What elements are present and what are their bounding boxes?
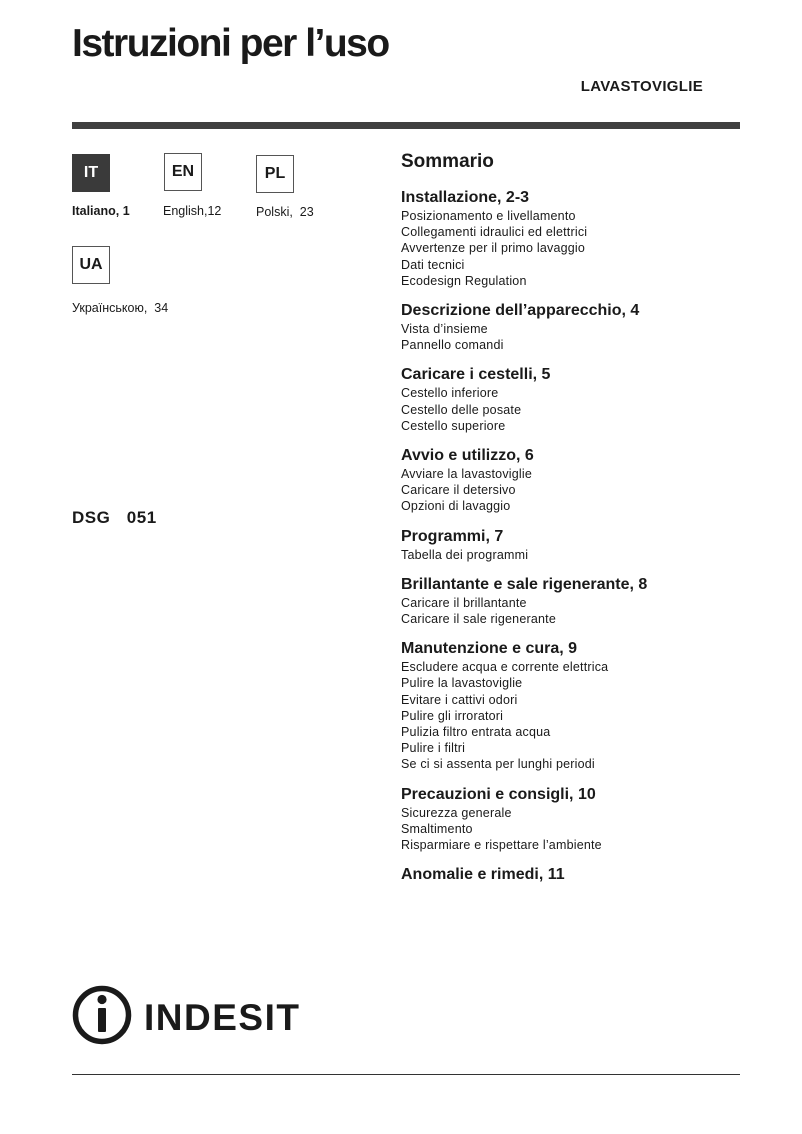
toc-item[interactable]: Vista d’insieme [401, 322, 488, 337]
model-number: DSG 051 [72, 508, 157, 527]
toc-section-title[interactable]: Descrizione dell’apparecchio, 4 [401, 302, 640, 320]
toc-item[interactable]: Avviare la lavastoviglie [401, 467, 533, 482]
table-of-contents [401, 151, 741, 896]
language-tab-en[interactable]: EN [164, 153, 202, 191]
toc-section [401, 365, 741, 434]
toc-item[interactable]: Pulire i filtri [401, 741, 466, 756]
toc-item[interactable]: Pulire gli irroratori [401, 708, 504, 723]
toc-section [401, 446, 741, 515]
info-circle-icon [76, 989, 129, 1042]
toc-item[interactable]: Escludere acqua e corrente elettrica [401, 660, 609, 675]
toc-section [401, 188, 741, 289]
toc-item[interactable]: Posizionamento e livellamento [401, 209, 576, 223]
toc-item[interactable]: Collegamenti idraulici ed elettrici [401, 225, 588, 240]
toc-item[interactable]: Cestello inferiore [401, 386, 499, 401]
toc-item[interactable]: Evitare i cattivi odori [401, 692, 518, 707]
toc-section-title[interactable]: Anomalie e rimedi, 11 [401, 866, 565, 884]
toc-item[interactable]: Sicurezza generale [401, 805, 512, 820]
language-tab-pl[interactable]: PL [256, 155, 294, 193]
language-caption-it: Italiano, 1 [72, 204, 130, 218]
toc-section-title[interactable]: Brillantante e sale rigenerante, 8 [401, 575, 648, 593]
toc-heading: Sommario [401, 151, 494, 172]
language-tab-it[interactable]: IT [72, 154, 110, 192]
toc-sections [401, 188, 741, 884]
toc-item[interactable]: Cestello delle posate [401, 402, 522, 417]
toc-item[interactable]: Risparmiare e rispettare l’ambiente [401, 838, 602, 853]
indesit-logo [72, 983, 312, 1047]
toc-item[interactable]: Caricare il brillantante [401, 595, 527, 610]
toc-section [401, 639, 741, 772]
toc-section-title[interactable]: Installazione, 2-3 [401, 189, 530, 206]
header-divider [72, 122, 740, 129]
language-caption-ua: Українською, 34 [72, 301, 169, 315]
toc-section [401, 301, 741, 353]
toc-section-title[interactable]: Manutenzione e cura, 9 [401, 640, 578, 658]
toc-item[interactable]: Cestello superiore [401, 418, 506, 433]
product-category: LAVASTOVIGLIE [580, 78, 703, 95]
footer-divider [72, 1074, 740, 1075]
toc-item[interactable]: Avvertenze per il primo lavaggio [401, 241, 586, 256]
toc-item[interactable]: Pulizia filtro entrata acqua [401, 725, 551, 740]
toc-item[interactable]: Dati tecnici [401, 257, 465, 272]
toc-section [401, 865, 741, 884]
toc-item[interactable]: Opzioni di lavaggio [401, 499, 511, 514]
toc-item[interactable]: Pulire la lavastoviglie [401, 676, 523, 691]
language-tab-ua[interactable]: UA [72, 246, 110, 284]
language-caption-pl: Polski, 23 [256, 205, 314, 219]
toc-section [401, 785, 741, 854]
page-title: Istruzioni per l’uso [72, 22, 389, 65]
toc-section-title[interactable]: Caricare i cestelli, 5 [401, 366, 551, 384]
toc-section-title[interactable]: Avvio e utilizzo, 6 [401, 447, 534, 465]
language-caption-en: English,12 [163, 204, 222, 218]
toc-item[interactable]: Ecodesign Regulation [401, 273, 527, 288]
toc-item[interactable]: Pannello comandi [401, 338, 504, 353]
toc-item[interactable]: Tabella dei programmi [401, 547, 529, 562]
toc-section-title[interactable]: Precauzioni e consigli, 10 [401, 785, 596, 803]
toc-section [401, 527, 741, 563]
toc-section-title[interactable]: Programmi, 7 [401, 527, 504, 545]
toc-item[interactable]: Se ci si assenta per lunghi periodi [401, 757, 595, 772]
toc-section [401, 575, 741, 627]
toc-item[interactable]: Caricare il sale rigenerante [401, 612, 556, 627]
toc-item[interactable]: Smaltimento [401, 821, 473, 836]
toc-item[interactable]: Caricare il detersivo [401, 483, 516, 498]
brand-wordmark: INDESIT [144, 997, 301, 1038]
